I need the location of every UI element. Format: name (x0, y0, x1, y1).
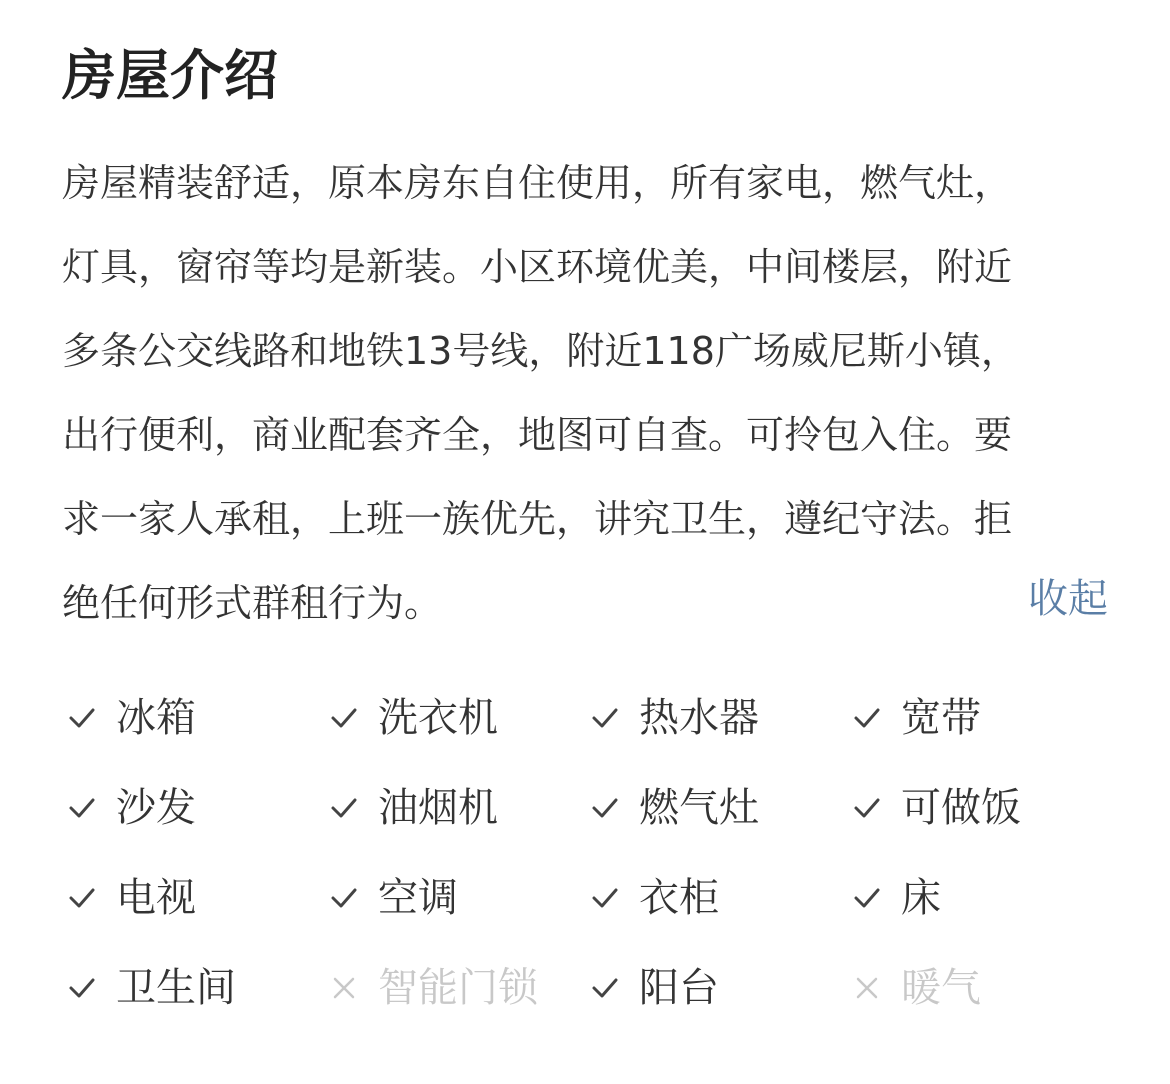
amenity-item (847, 690, 981, 746)
amenity-label: 阳台 (639, 965, 719, 1011)
amenity-label: 宽带 (901, 695, 981, 741)
check-icon (62, 968, 102, 1008)
amenity-item (62, 690, 196, 746)
check-icon (324, 878, 364, 918)
check-icon (585, 698, 625, 738)
amenity-item (62, 960, 236, 1016)
amenity-item (324, 780, 498, 836)
check-icon (847, 878, 887, 918)
check-icon (847, 698, 887, 738)
amenity-item (585, 870, 719, 926)
section-title: 房屋介绍 (62, 44, 278, 107)
amenity-item (62, 870, 196, 926)
check-icon (62, 788, 102, 828)
amenity-label: 床 (901, 875, 941, 921)
amenity-item (585, 780, 759, 836)
amenity-item (847, 960, 981, 1016)
description-line: 多条公交线路和地铁13号线，附近118广场威尼斯小镇， (62, 329, 1019, 373)
description-line: 灯具，窗帘等均是新装。小区环境优美，中间楼层，附近 (62, 245, 1013, 289)
amenity-item (324, 870, 458, 926)
amenity-item (62, 780, 196, 836)
check-icon (62, 878, 102, 918)
amenity-item (847, 780, 1021, 836)
amenity-item (585, 960, 719, 1016)
amenity-label: 燃气灶 (639, 785, 759, 831)
collapse-button[interactable]: 收起 (1028, 576, 1108, 622)
check-icon (585, 968, 625, 1008)
check-icon (585, 788, 625, 828)
check-icon (324, 698, 364, 738)
amenity-label: 空调 (378, 875, 458, 921)
description-line: 求一家人承租，上班一族优先，讲究卫生，遵纪守法。拒 (62, 497, 1013, 541)
amenity-label: 油烟机 (378, 785, 498, 831)
amenity-item (847, 870, 941, 926)
amenity-label: 可做饭 (901, 785, 1021, 831)
check-icon (62, 698, 102, 738)
description-line: 出行便利，商业配套齐全，地图可自查。可拎包入住。要 (62, 413, 1013, 457)
cross-icon (324, 968, 364, 1008)
amenity-item (585, 690, 759, 746)
amenity-label: 智能门锁 (378, 965, 538, 1011)
amenity-label: 卫生间 (116, 965, 236, 1011)
description-line: 绝任何形式群租行为。 (62, 581, 443, 625)
cross-icon (847, 968, 887, 1008)
amenity-label: 暖气 (901, 965, 981, 1011)
amenity-label: 洗衣机 (378, 695, 498, 741)
amenity-item (324, 960, 538, 1016)
amenity-item (324, 690, 498, 746)
check-icon (847, 788, 887, 828)
amenity-label: 热水器 (639, 695, 759, 741)
amenity-label: 电视 (116, 875, 196, 921)
amenity-label: 衣柜 (639, 875, 719, 921)
check-icon (324, 788, 364, 828)
description-line: 房屋精装舒适，原本房东自住使用，所有家电，燃气灶， (62, 161, 1013, 205)
check-icon (585, 878, 625, 918)
amenity-label: 沙发 (116, 785, 196, 831)
amenity-label: 冰箱 (116, 695, 196, 741)
